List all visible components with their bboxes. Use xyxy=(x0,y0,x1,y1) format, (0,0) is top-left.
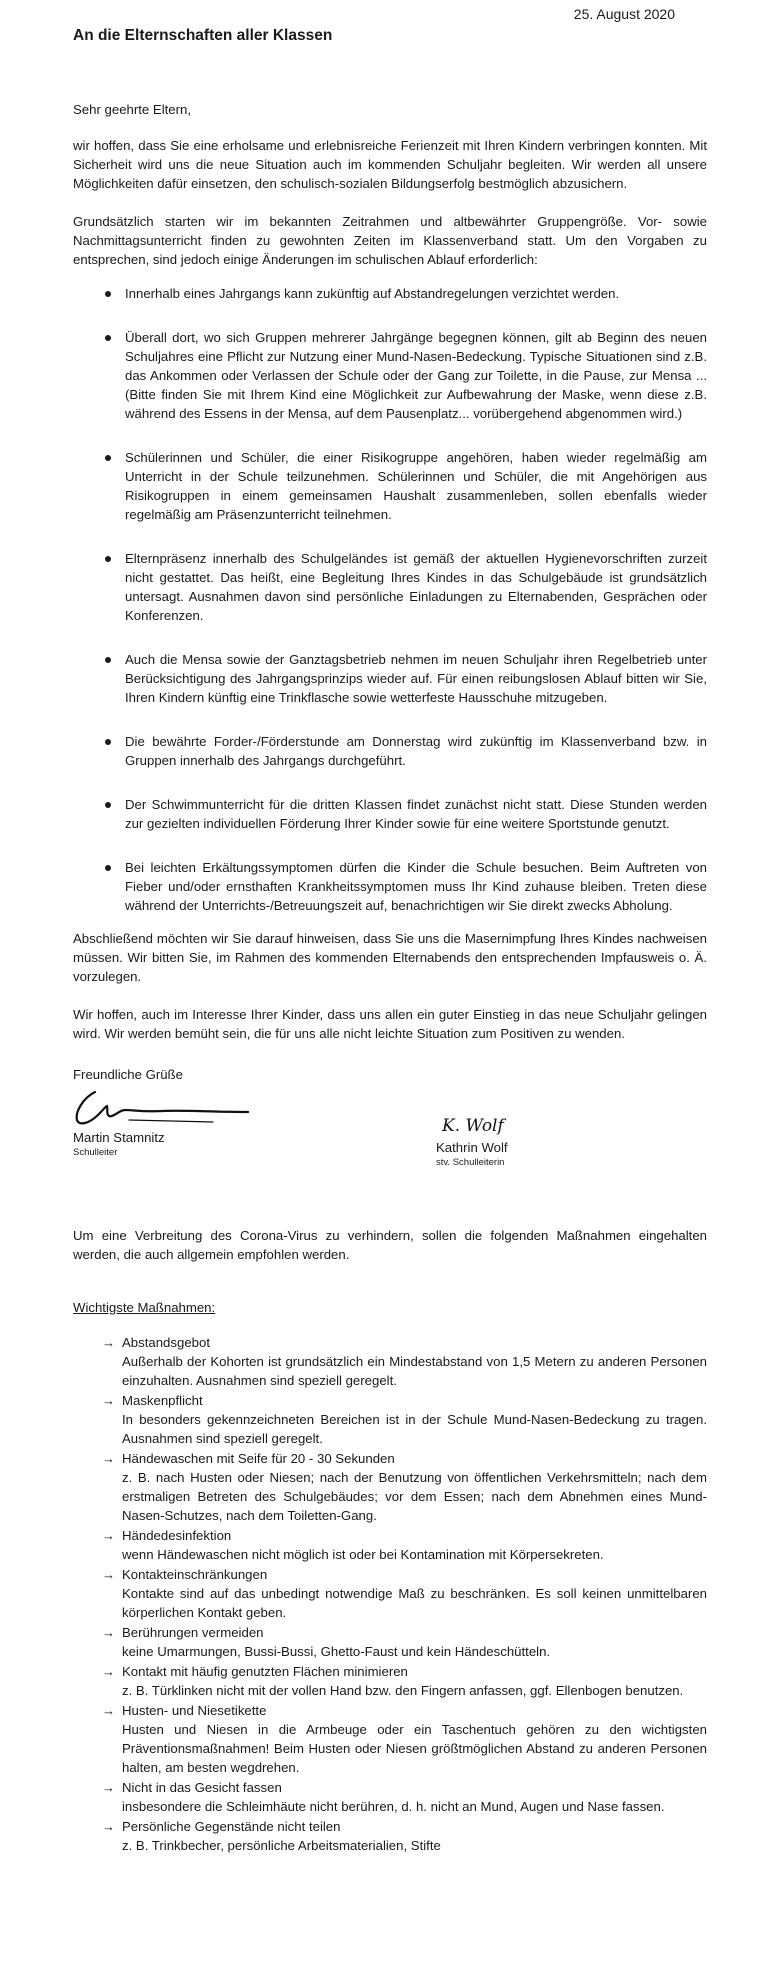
measure-title: Maskenpflicht xyxy=(122,1393,203,1408)
measure-title: Abstandsgebot xyxy=(122,1335,210,1350)
corona-notice: Um eine Verbreitung des Corona-Virus zu verhindern, sollen die folgenden Maßnahmen eingehalten werden, die auch allgemein empfohlen werden. xyxy=(73,1228,707,1262)
list-item-text: Innerhalb eines Jahrgangs kann zukünftig auf Abstandregelungen verzichtet werden. xyxy=(125,286,620,301)
bullet-icon xyxy=(105,739,111,745)
list-item xyxy=(73,1565,707,1622)
arrow-right-icon: → xyxy=(102,1625,115,1640)
measures-heading: Wichtigste Maßnahmen: xyxy=(73,1300,216,1315)
list-item xyxy=(73,1449,707,1525)
changes-list xyxy=(73,284,707,915)
letter-body xyxy=(73,100,707,1856)
bullet-icon xyxy=(105,335,111,341)
bullet-icon xyxy=(105,556,111,562)
measures-list xyxy=(73,1333,707,1855)
list-item-text: Bei leichten Erkältungssymptomen dürfen die Kinder die Schule besuchen. Beim Auftreten von Fieber und/oder ernsthaften Krankheitssymptomen muss Ihr Kind zuhause bleiben. Treten diese während der Unterrichts-/Betreuungszeit auf, benachrichtigen wir Sie direkt zwecks Abholung. xyxy=(125,860,707,913)
list-item-text: Überall dort, wo sich Gruppen mehrerer Jahrgänge begegnen können, gilt ab Beginn des neuen Schuljahres eine Pflicht zur Nutzung einer Mund-Nasen-Bedeckung. Typische Situationen sind z.B. das Ankommen oder Verlassen der Schule oder der Gang zur Toilette, in die Pause, zur Mensa ... (Bitte finden Sie mit Ihrem Kind eine Möglichkeit zur Aufbewahrung der Maske, wenn diese z.B. während des Essens in der Mensa, auf dem Pausenplatz... vorübergehend abgenommen wird.) xyxy=(125,330,707,421)
signature-right xyxy=(436,1112,526,1169)
measure-description: keine Umarmungen, Bussi-Bussi, Ghetto-Faust und kein Händeschütteln. xyxy=(122,1644,551,1659)
letter-date: 25. August 2020 xyxy=(573,6,675,22)
measure-description: In besonders gekennzeichneten Bereichen ist in der Schule Mund-Nasen-Bedeckung zu tragen. Ausnahmen sind speziell geregelt. xyxy=(122,1412,707,1446)
measles-paragraph: Abschließend möchten wir Sie darauf hinweisen, dass Sie uns die Masernimpfung Ihres Kindes nachweisen müssen. Wir bitten Sie, im Rahmen des kommenden Elternabends den entsprechenden Impfausweis o. Ä. vorzulegen. xyxy=(73,931,707,984)
measure-title: Berührungen vermeiden xyxy=(122,1625,264,1640)
measure-description: Kontakte sind auf das unbedingt notwendige Maß zu beschränken. Es soll keinen unmittelbaren körperlichen Kontakt geben. xyxy=(122,1586,707,1620)
measure-description: wenn Händewaschen nicht möglich ist oder bei Kontamination mit Körpersekreten. xyxy=(122,1547,604,1562)
list-item xyxy=(73,1701,707,1777)
list-item xyxy=(73,650,707,707)
bullet-icon xyxy=(105,657,111,663)
list-item xyxy=(73,1623,707,1661)
list-item-text: Auch die Mensa sowie der Ganztagsbetrieb nehmen im neuen Schuljahr ihren Regelbetrieb unter Berücksichtigung des Jahrgangsprinzips wieder auf. Für einen reibungslosen Ablauf bitten wir Sie, Ihren Kindern künftig eine Trinkflasche sowie wetterfeste Hausschuhe mitzugeben. xyxy=(125,652,707,705)
signer-name-left: Martin Stamnitz xyxy=(73,1130,165,1145)
list-item xyxy=(73,795,707,833)
letter-heading: An die Elternschaften aller Klassen xyxy=(73,27,333,44)
arrow-right-icon: → xyxy=(102,1703,115,1718)
measure-title: Händewaschen mit Seife für 20 - 30 Sekunden xyxy=(122,1451,395,1466)
bullet-icon xyxy=(105,865,111,871)
list-item xyxy=(73,1662,707,1700)
arrow-right-icon: → xyxy=(102,1451,115,1466)
measure-description: z. B. Trinkbecher, persönliche Arbeitsmaterialien, Stifte xyxy=(122,1838,441,1853)
measure-description: z. B. Türklinken nicht mit der vollen Hand bzw. den Fingern anfassen, ggf. Ellenbogen benutzen. xyxy=(122,1683,684,1698)
hope-paragraph: Wir hoffen, auch im Interesse Ihrer Kinder, dass uns allen ein guter Einstieg in das neue Schuljahr gelingen wird. Wir werden bemüht sein, die für uns alle nicht leichte Situation zum Positiven zu wenden. xyxy=(73,1007,707,1041)
measure-title: Nicht in das Gesicht fassen xyxy=(122,1780,282,1795)
arrow-right-icon: → xyxy=(102,1780,115,1795)
list-item-text: Der Schwimmunterricht für die dritten Klassen findet zunächst nicht statt. Diese Stunden werden zur gezielten individuellen Förderung Ihrer Kinder sowie für eine weitere Sportstunde genutzt. xyxy=(125,797,707,831)
bullet-icon xyxy=(105,802,111,808)
bullet-icon xyxy=(105,455,111,461)
arrow-right-icon: → xyxy=(102,1528,115,1543)
signature-handwriting-wolf xyxy=(436,1112,526,1138)
bullet-icon xyxy=(105,291,111,297)
measure-description: Außerhalb der Kohorten ist grundsätzlich ein Mindestabstand von 1,5 Metern zu anderen Personen einzuhalten. Ausnahmen sind speziell geregelt. xyxy=(122,1354,707,1388)
arrow-right-icon: → xyxy=(102,1664,115,1679)
measure-title: Husten- und Niesetikette xyxy=(122,1703,267,1718)
signature-handwriting-text: K. Wolf xyxy=(442,1116,504,1136)
list-item xyxy=(73,1526,707,1564)
list-item xyxy=(73,858,707,915)
intro-paragraph: wir hoffen, dass Sie eine erholsame und erlebnisreiche Ferienzeit mit Ihren Kindern verbringen konnten. Mit Sicherheit wird uns die neue Situation auch im kommenden Schuljahr begleiten. Wir werden all unsere Möglichkeiten dafür einsetzen, den schulisch-sozialen Bildungserfolg bestmöglich abzusichern. xyxy=(73,138,707,191)
measure-title: Händedesinfektion xyxy=(122,1528,232,1543)
list-item xyxy=(73,1817,707,1855)
signer-name-right: Kathrin Wolf xyxy=(436,1140,508,1155)
arrow-right-icon: → xyxy=(102,1335,115,1350)
arrow-right-icon: → xyxy=(102,1567,115,1582)
measure-description: z. B. nach Husten oder Niesen; nach der Benutzung von öffentlichen Verkehrsmitteln; nach dem erstmaligen Betreten des Schulgebäudes; vor dem Essen; nach dem Abnehmen eines Mund-Nasen-Schutzes, nach dem Toiletten-Gang. xyxy=(122,1470,707,1523)
list-item xyxy=(73,328,707,423)
list-item-text: Die bewährte Forder-/Förderstunde am Donnerstag wird zukünftig im Klassenverband bzw. in Gruppen innerhalb des Jahrgangs durchgeführt. xyxy=(125,734,707,768)
measure-description: Husten und Niesen in die Armbeuge oder ein Taschentuch gehören zu den wichtigsten Präventionsmaßnahmen! Beim Husten oder Niesen größtmöglichen Abstand zu anderen Personen halten, am besten wegdrehen. xyxy=(122,1722,707,1775)
list-item-text: Elternpräsenz innerhalb des Schulgeländes ist gemäß der aktuellen Hygienevorschriften zurzeit nicht gestattet. Das heißt, eine Begleitung Ihres Kindes in das Schulgebäude ist grundsätzlich untersagt. Ausnahmen davon sind persönliche Einladungen zu Elternabenden, Gesprächen oder Konferenzen. xyxy=(125,551,707,623)
list-item xyxy=(73,284,707,303)
list-item-text: Schülerinnen und Schüler, die einer Risikogruppe angehören, haben wieder regelmäßig am Unterricht in der Schule teilzunehmen. Schülerinnen und Schüler, die mit Angehörigen aus Risikogruppen in einem gemeinsamen Haushalt zusammenleben, sollen ebenfalls wieder regelmäßig am Präsenzunterricht teilnehmen. xyxy=(125,450,707,522)
measure-description: insbesondere die Schleimhäute nicht berühren, d. h. nicht an Mund, Augen und Nase fassen. xyxy=(122,1799,665,1814)
arrow-right-icon: → xyxy=(102,1819,115,1834)
basics-paragraph: Grundsätzlich starten wir im bekannten Zeitrahmen und altbewährter Gruppengröße. Vor- sowie Nachmittagsunterricht finden zu gewohnten Zeiten im Klassenverband statt. Um den Vorgaben zu entsprechen, sind jedoch einige Änderungen im schulischen Ablauf erforderlich: xyxy=(73,214,707,267)
measure-title: Persönliche Gegenstände nicht teilen xyxy=(122,1819,341,1834)
signature-handwriting-stamnitz xyxy=(73,1084,263,1128)
list-item xyxy=(73,732,707,770)
list-item xyxy=(73,448,707,524)
signer-role-left: Schulleiter xyxy=(73,1147,118,1158)
signature-block xyxy=(73,1084,707,1204)
list-item xyxy=(73,1391,707,1448)
list-item xyxy=(73,1333,707,1390)
list-item xyxy=(73,1778,707,1816)
greeting: Sehr geehrte Eltern, xyxy=(73,102,192,117)
arrow-right-icon: → xyxy=(102,1393,115,1408)
signature-left xyxy=(73,1084,263,1159)
signer-role-right: stv. Schulleiterin xyxy=(436,1157,505,1168)
measure-title: Kontakteinschränkungen xyxy=(122,1567,268,1582)
list-item xyxy=(73,549,707,625)
closing-phrase: Freundliche Grüße xyxy=(73,1067,183,1082)
measure-title: Kontakt mit häufig genutzten Flächen minimieren xyxy=(122,1664,408,1679)
